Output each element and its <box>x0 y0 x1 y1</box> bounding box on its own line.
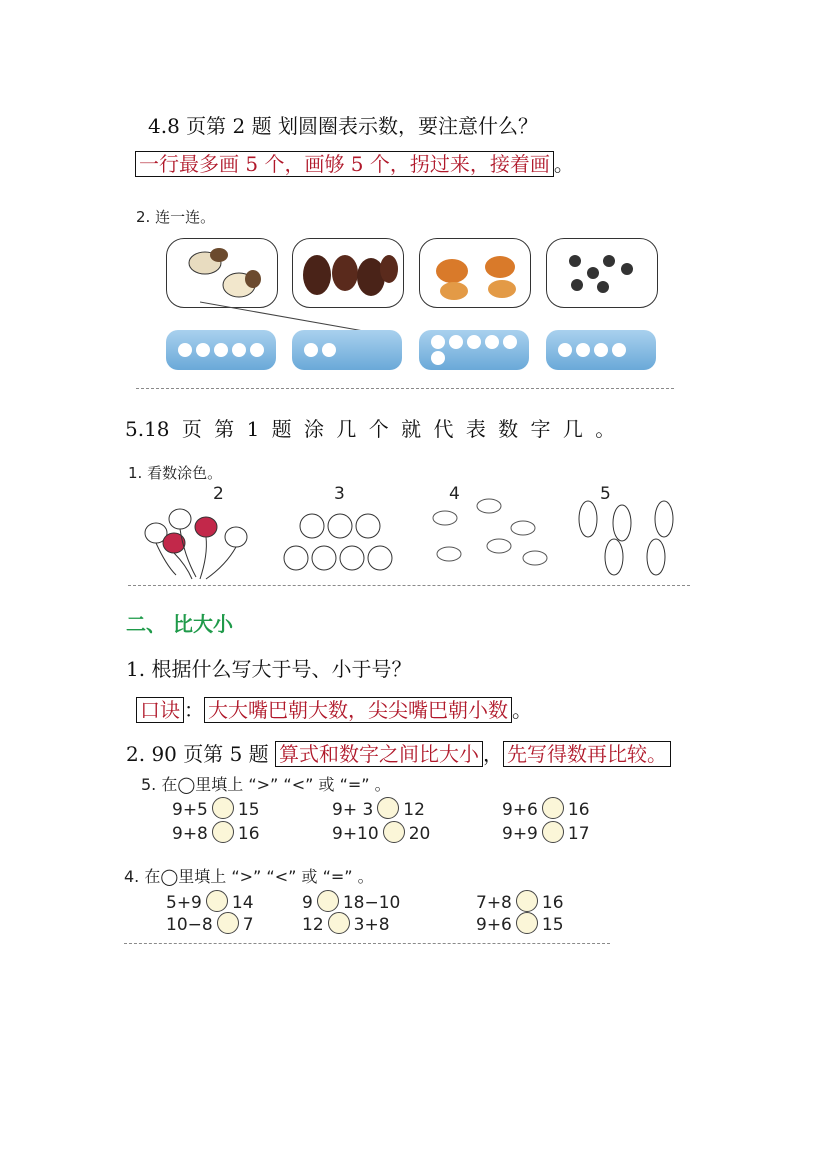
dogs-picture-card <box>166 238 278 308</box>
exercise-2-title: 2. 连一连。 <box>136 208 216 226</box>
exercise-5-title: 5. 在◯里填上 “>” “<” 或 “=” 。 <box>141 775 391 794</box>
comparison-item <box>332 821 430 844</box>
answer-circle[interactable] <box>516 890 538 912</box>
answer-circle[interactable] <box>317 890 339 912</box>
left-expression: 9+6 <box>502 800 538 820</box>
pill-dot <box>431 351 445 365</box>
left-expression: 9+6 <box>476 915 512 935</box>
right-expression: 3+8 <box>353 915 390 935</box>
comparison-item <box>166 890 254 913</box>
comparison-item <box>502 821 590 844</box>
left-expression: 7+8 <box>476 893 512 913</box>
left-expression: 9+8 <box>172 824 208 844</box>
hens-picture-card <box>419 238 531 308</box>
right-expression: 15 <box>541 915 564 935</box>
left-expression: 9 <box>302 893 313 913</box>
left-expression: 12 <box>302 915 324 935</box>
right-expression: 18−10 <box>342 893 401 913</box>
exercise-1-title: 1. 看数涂色。 <box>128 464 223 482</box>
answer-circle[interactable] <box>212 821 234 843</box>
answer-circle[interactable] <box>516 912 538 934</box>
right-expression: 17 <box>567 824 590 844</box>
right-expression: 7 <box>242 915 254 935</box>
right-expression: 14 <box>231 893 254 913</box>
eggplant-illustration <box>572 495 692 580</box>
comparison-item <box>476 912 564 935</box>
comparison-item <box>172 821 260 844</box>
exercise-4-title: 4. 在◯里填上 “>” “<” 或 “=” 。 <box>124 867 374 886</box>
answer-circle[interactable] <box>217 912 239 934</box>
balloons-illustration <box>136 505 266 585</box>
right-expression: 15 <box>237 800 260 820</box>
dot-pill-1 <box>166 330 276 370</box>
compare-tip-1: 算式和数字之间比大小 <box>275 741 483 767</box>
comparison-item <box>172 797 260 820</box>
answer-circle[interactable] <box>377 797 399 819</box>
number-5: 5 <box>600 484 611 504</box>
squirrels-picture-card <box>292 238 404 308</box>
pill-dot <box>250 343 264 357</box>
pill-dot <box>214 343 228 357</box>
pill-dot <box>558 343 572 357</box>
dot-pill-2 <box>292 330 402 370</box>
pill-dot <box>594 343 608 357</box>
answer-circle[interactable] <box>383 821 405 843</box>
left-expression: 9+9 <box>502 824 538 844</box>
answer-circle[interactable] <box>206 890 228 912</box>
dot-pill-4 <box>546 330 656 370</box>
answer-circle[interactable] <box>542 797 564 819</box>
compare-question-2-line <box>126 738 671 767</box>
mnemonic-colon: ： <box>184 698 204 722</box>
left-expression: 10−8 <box>166 915 213 935</box>
left-expression: 9+ 3 <box>332 800 374 820</box>
pill-dot <box>503 335 517 349</box>
pill-dot <box>449 335 463 349</box>
pill-dot <box>178 343 192 357</box>
answer-circle[interactable] <box>542 821 564 843</box>
comparison-item <box>476 890 564 913</box>
pill-dot <box>576 343 590 357</box>
right-expression: 12 <box>403 800 425 820</box>
dot-pill-3 <box>419 330 529 370</box>
compare-question-2: 2. 90 页第 5 题 <box>126 742 269 766</box>
mnemonic-line <box>136 694 532 723</box>
divider-2 <box>128 585 690 586</box>
number-4: 4 <box>449 484 460 504</box>
pill-dot <box>304 343 318 357</box>
number-3: 3 <box>334 484 345 504</box>
pill-dot <box>431 335 445 349</box>
mnemonic-period: 。 <box>512 698 532 722</box>
comparison-item <box>502 797 590 820</box>
mnemonic-text: 大大嘴巴朝大数，尖尖嘴巴朝小数 <box>204 697 512 723</box>
goldfish-illustration <box>425 494 555 574</box>
answer-circle[interactable] <box>212 797 234 819</box>
pill-dot <box>485 335 499 349</box>
compare-tip-2: 先写得数再比较。 <box>503 741 671 767</box>
pill-dot <box>612 343 626 357</box>
pill-dot <box>196 343 210 357</box>
dog-illustration <box>167 239 277 307</box>
right-expression: 16 <box>567 800 590 820</box>
pill-dot <box>232 343 246 357</box>
compare-question-1: 1. 根据什么写大于号、小于号？ <box>126 657 412 681</box>
tadpole-illustration <box>547 239 657 307</box>
apples-illustration <box>276 508 406 578</box>
right-expression: 16 <box>237 824 260 844</box>
pill-dot <box>467 335 481 349</box>
tadpoles-picture-card <box>546 238 658 308</box>
comparison-item <box>166 912 254 935</box>
pill-dot <box>322 343 336 357</box>
squirrel-illustration <box>293 239 403 307</box>
mnemonic-label: 口诀 <box>136 697 184 723</box>
answer-period: 。 <box>553 152 574 176</box>
left-expression: 9+10 <box>332 824 379 844</box>
question-5-text: 5.18 页 第 1 题 涂 几 个 就 代 表 数 字 几 。 <box>125 417 616 441</box>
number-2: 2 <box>213 484 224 504</box>
divider-3 <box>124 943 610 944</box>
comparison-item <box>302 912 390 935</box>
question-4-answer-line <box>135 148 574 177</box>
right-expression: 20 <box>408 824 431 844</box>
comparison-item <box>332 797 425 820</box>
question-4-text: 4.8 页第 2 题 划圆圈表示数，要注意什么？ <box>148 114 538 138</box>
hen-illustration <box>420 239 530 307</box>
left-expression: 5+9 <box>166 893 202 913</box>
question-4-answer: 一行最多画 5 个，画够 5 个，拐过来，接着画 <box>135 151 554 177</box>
section-2-heading: 二、 比大小 <box>126 612 233 636</box>
comparison-item <box>302 890 400 913</box>
right-expression: 16 <box>541 893 564 913</box>
left-expression: 9+5 <box>172 800 208 820</box>
divider-1 <box>136 388 674 389</box>
answer-circle[interactable] <box>328 912 350 934</box>
tip-comma: ， <box>483 742 504 766</box>
